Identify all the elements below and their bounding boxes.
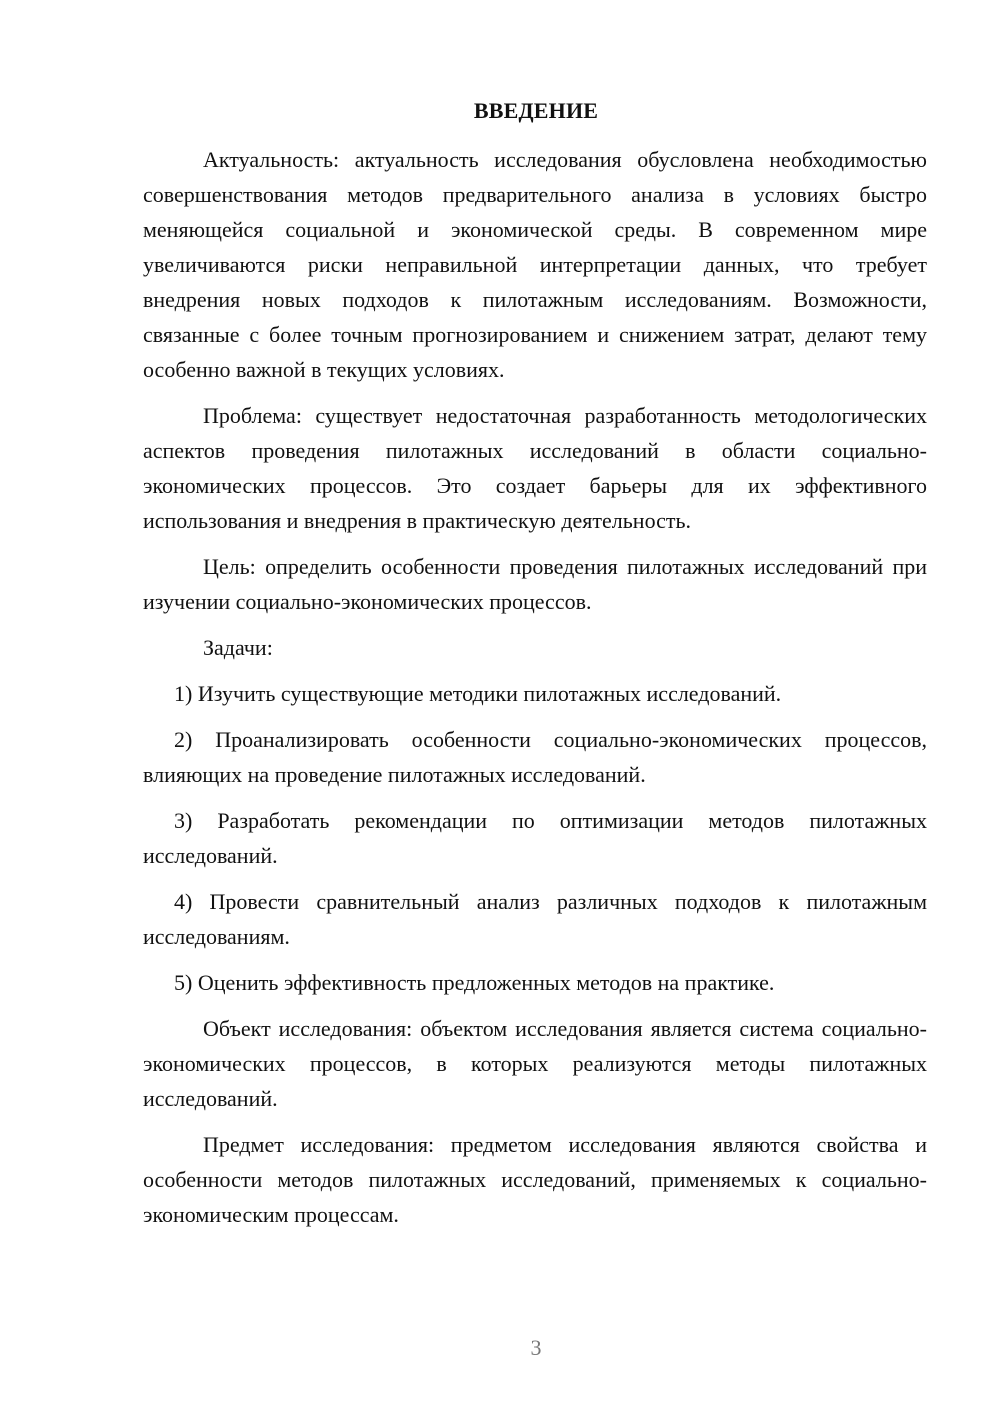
section-heading: ВВЕДЕНИЕ	[473, 98, 599, 123]
task-item-3: 3) Разработать рекомендации по оптимизации методов пилотажных исследований.	[143, 808, 927, 868]
page-number: 3	[530, 1335, 542, 1360]
paragraph-subject: Предмет исследования: предметом исследования являются свойства и особенности методов пилотажных исследований, применяемых к социально-экономическим процессам.	[143, 1132, 927, 1227]
task-item-2: 2) Проанализировать особенности социально-экономических процессов, влияющих на проведение пилотажных исследований.	[143, 727, 927, 787]
paragraph-problem: Проблема: существует недостаточная разработанность методологических аспектов проведения пилотажных исследований в области социально-экономических процессов. Это создает барьеры для их эффективного использования и внедрения в практическую деятельность.	[143, 403, 927, 533]
task-item-5: 5) Оценить эффективность предложенных методов на практике.	[174, 970, 775, 995]
paragraph-relevance: Актуальность: актуальность исследования обусловлена необходимостью совершенствования методов предварительного анализа в условиях быстро меняющейся социальной и экономической среды. В современном мире увеличиваются риски неправильной интерпретации данных, что требует внедрения новых подходов к пилотажным исследованиям. Возможности, связанные с более точным прогнозированием и снижением затрат, делают тему особенно важной в текущих условиях.	[143, 147, 927, 382]
body-text	[143, 142, 927, 1243]
paragraph-goal: Цель: определить особенности проведения пилотажных исследований при изучении социально-экономических процессов.	[143, 554, 927, 614]
paragraph-object: Объект исследования: объектом исследования является система социально-экономических процессов, в которых реализуются методы пилотажных исследований.	[143, 1016, 927, 1111]
task-item-1: 1) Изучить существующие методики пилотажных исследований.	[174, 681, 782, 706]
paragraph-tasks-label: Задачи:	[203, 635, 273, 660]
task-item-4: 4) Провести сравнительный анализ различных подходов к пилотажным исследованиям.	[143, 889, 927, 949]
